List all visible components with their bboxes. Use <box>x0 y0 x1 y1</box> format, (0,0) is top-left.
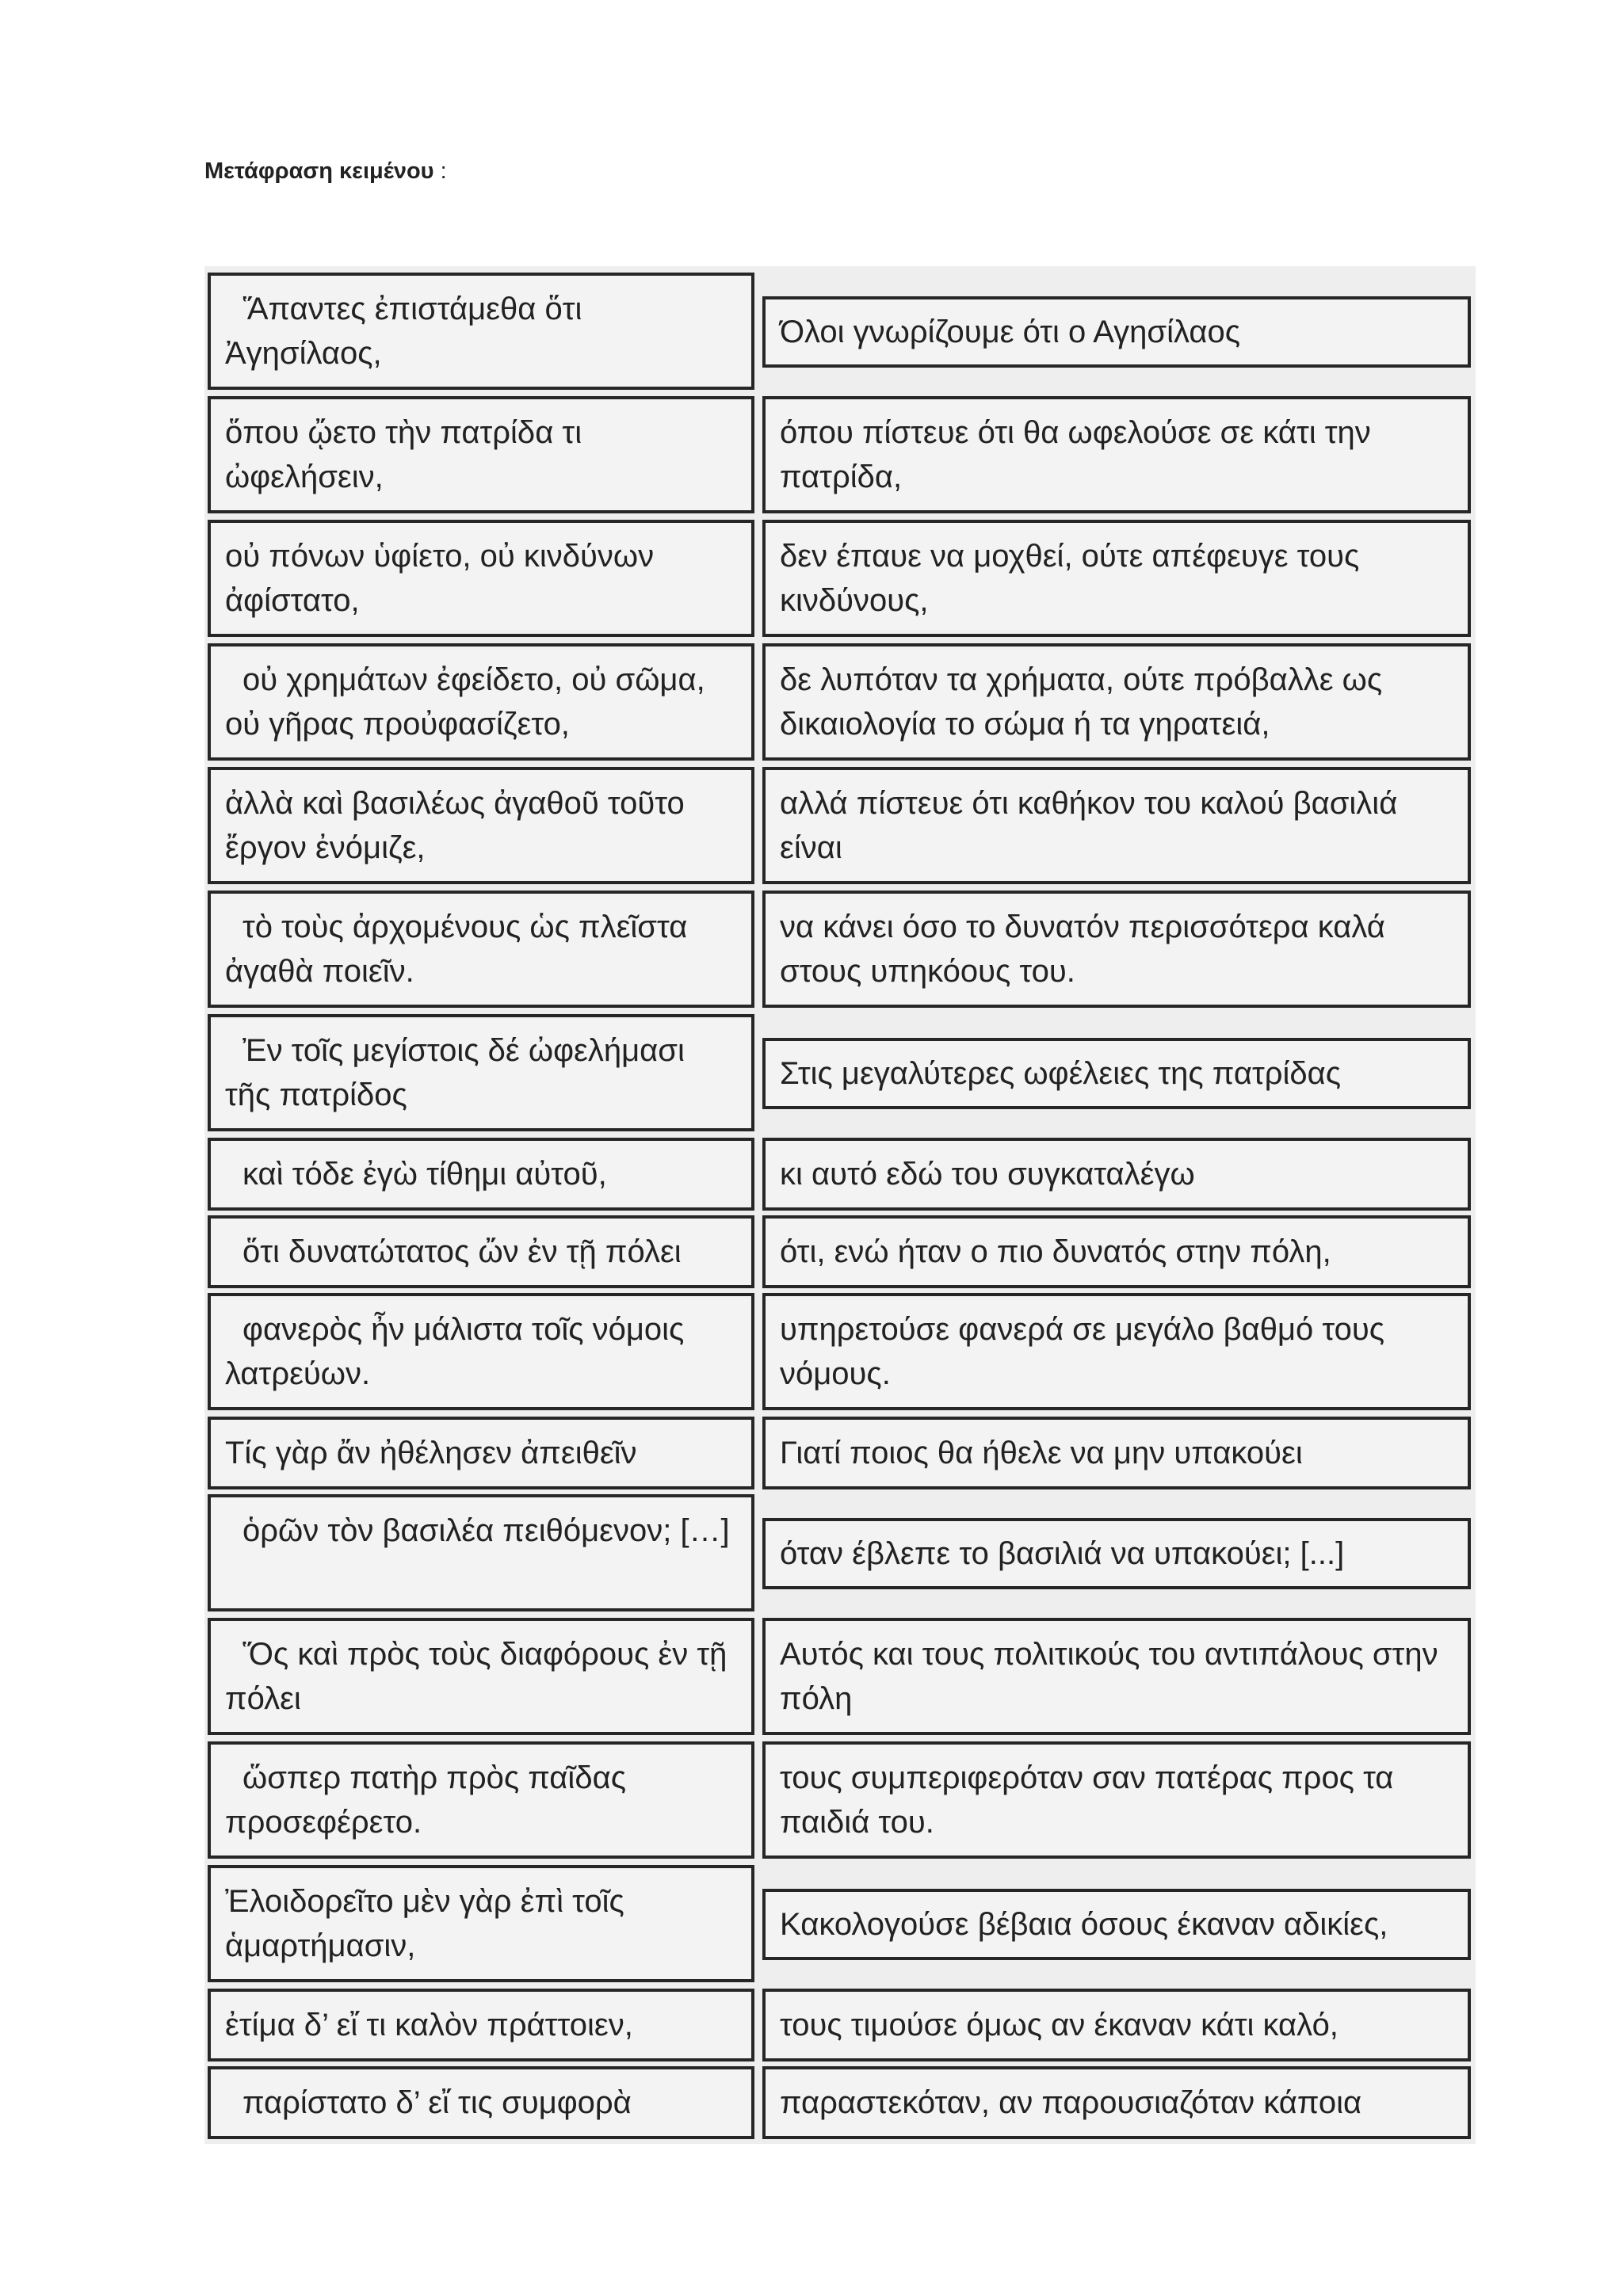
table-row <box>204 2066 1476 2139</box>
ancient-greek-cell: ἀλλὰ καὶ βασιλέως ἀγαθοῦ τοῦτο ἔργον ἐνόμιζε, <box>208 767 754 884</box>
table-row <box>204 1865 1476 1984</box>
table-row <box>204 1293 1476 1412</box>
table-row <box>204 396 1476 515</box>
modern-greek-cell: Στις μεγαλύτερες ωφέλειες της πατρίδας <box>762 1038 1471 1109</box>
table-row <box>204 1618 1476 1737</box>
ancient-greek-cell: ἐτίμα δ’ εἴ τι καλὸν πράττοιεν, <box>208 1989 754 2061</box>
table-row <box>204 273 1476 391</box>
ancient-greek-cell: Ἐν τοῖς μεγίστοις δέ ὠφελήμασι τῆς πατρίδος <box>208 1014 754 1131</box>
table-row <box>204 1138 1476 1211</box>
ancient-greek-cell: ὥσπερ πατὴρ πρὸς παῖδας προσεφέρετο. <box>208 1741 754 1859</box>
table-row <box>204 891 1476 1009</box>
table-row <box>204 520 1476 639</box>
ancient-greek-cell: ὁρῶν τὸν βασιλέα πειθόμενον; […] <box>208 1494 754 1611</box>
ancient-greek-cell: Τίς γὰρ ἄν ἠθέλησεν ἀπειθεῖν <box>208 1417 754 1489</box>
modern-greek-cell: Όλοι γνωρίζουμε ότι ο Αγησίλαος <box>762 296 1471 368</box>
ancient-greek-cell: οὐ πόνων ὑφίετο, οὐ κινδύνων ἀφίστατο, <box>208 520 754 637</box>
modern-greek-cell: όπου πίστευε ότι θα ωφελούσε σε κάτι την πατρίδα, <box>762 396 1471 513</box>
table-row <box>204 1741 1476 1860</box>
table-row <box>204 1417 1476 1489</box>
modern-greek-cell: να κάνει όσο το δυνατόν περισσότερα καλά στους υπηκόους του. <box>762 891 1471 1008</box>
modern-greek-cell: τους τιμούσε όμως αν έκαναν κάτι καλό, <box>762 1989 1471 2061</box>
table-row <box>204 1494 1476 1613</box>
table-row <box>204 1215 1476 1288</box>
modern-greek-cell: Γιατί ποιος θα ήθελε να μην υπακούει <box>762 1417 1471 1489</box>
modern-greek-cell: δε λυπόταν τα χρήματα, ούτε πρόβαλλε ως δικαιολογία το σώμα ή τα γηρατειά, <box>762 643 1471 761</box>
ancient-greek-cell: ὅπου ᾤετο τὴν πατρίδα τι ὠφελήσειν, <box>208 396 754 513</box>
modern-greek-cell: ότι, ενώ ήταν ο πιο δυνατός στην πόλη, <box>762 1215 1471 1288</box>
modern-greek-cell: όταν έβλεπε το βασιλιά να υπακούει; [...] <box>762 1518 1471 1589</box>
table-row <box>204 643 1476 762</box>
heading-colon: : <box>433 158 447 184</box>
table-row <box>204 767 1476 886</box>
ancient-greek-cell: Ἐλοιδορεῖτο μὲν γὰρ ἐπὶ τοῖς ἁμαρτήμασιν, <box>208 1865 754 1982</box>
modern-greek-cell: υπηρετούσε φανερά σε μεγάλο βαθμό τους νόμους. <box>762 1293 1471 1410</box>
ancient-greek-cell: τὸ τοὺς ἀρχομένους ὡς πλεῖστα ἀγαθὰ ποιεῖν. <box>208 891 754 1008</box>
modern-greek-cell: αλλά πίστευε ότι καθήκον του καλού βασιλιά είναι <box>762 767 1471 884</box>
heading-title: Μετάφραση κειμένου <box>204 158 434 184</box>
modern-greek-cell: δεν έπαυε να μοχθεί, ούτε απέφευγε τους κινδύνους, <box>762 520 1471 637</box>
ancient-greek-cell: παρίστατο δ’ εἴ τις συμφορὰ <box>208 2066 754 2139</box>
modern-greek-cell: Κακολογούσε βέβαια όσους έκαναν αδικίες, <box>762 1889 1471 1960</box>
modern-greek-cell: Αυτός και τους πολιτικούς του αντιπάλους στην πόλη <box>762 1618 1471 1735</box>
document-heading <box>204 155 447 187</box>
table-row <box>204 1989 1476 2061</box>
modern-greek-cell: κι αυτό εδώ του συγκαταλέγω <box>762 1138 1471 1211</box>
ancient-greek-cell: φανερὸς ἦν μάλιστα τοῖς νόμοις λατρεύων. <box>208 1293 754 1410</box>
ancient-greek-cell: ὅτι δυνατώτατος ὤν ἐν τῇ πόλει <box>208 1215 754 1288</box>
ancient-greek-cell: οὐ χρημάτων ἐφείδετο, οὐ σῶμα, οὐ γῆρας προὐφασίζετο, <box>208 643 754 761</box>
ancient-greek-cell: Ὅς καὶ πρὸς τοὺς διαφόρους ἐν τῇ πόλει <box>208 1618 754 1735</box>
table-row <box>204 1014 1476 1133</box>
ancient-greek-cell: καὶ τόδε ἐγὼ τίθημι αὐτοῦ, <box>208 1138 754 1211</box>
ancient-greek-cell: Ἅπαντες ἐπιστάμεθα ὅτι Ἀγησίλαος, <box>208 273 754 390</box>
translation-table <box>204 266 1476 2144</box>
modern-greek-cell: παραστεκόταν, αν παρουσιαζόταν κάποια <box>762 2066 1471 2139</box>
modern-greek-cell: τους συμπεριφερόταν σαν πατέρας προς τα παιδιά του. <box>762 1741 1471 1859</box>
